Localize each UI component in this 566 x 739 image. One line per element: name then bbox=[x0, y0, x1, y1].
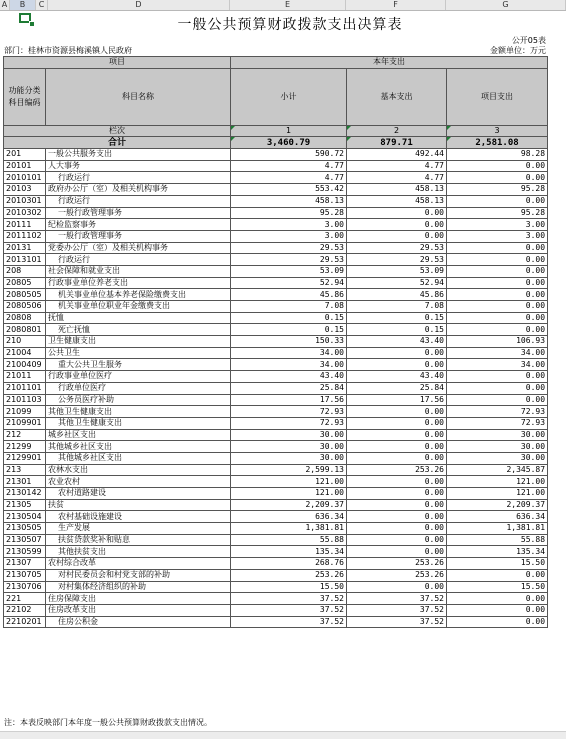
row-code[interactable]: 22102 bbox=[4, 604, 46, 616]
row-project[interactable]: 95.28 bbox=[447, 184, 548, 196]
table-row bbox=[4, 569, 548, 581]
row-subtotal[interactable]: 4.77 bbox=[231, 160, 347, 172]
row-subtotal[interactable]: 34.00 bbox=[231, 359, 347, 371]
row-name[interactable]: 一般行政管理事务 bbox=[46, 207, 231, 219]
row-project[interactable]: 636.34 bbox=[447, 511, 548, 523]
row-subtotal[interactable]: 37.52 bbox=[231, 604, 347, 616]
row-code[interactable]: 2130504 bbox=[4, 511, 46, 523]
header-subtotal[interactable]: 小计 bbox=[231, 68, 347, 125]
table-row bbox=[4, 499, 548, 511]
row-project[interactable]: 98.28 bbox=[447, 149, 548, 161]
table-row bbox=[4, 534, 548, 546]
header-row-index bbox=[4, 125, 548, 137]
row-code[interactable]: 20103 bbox=[4, 184, 46, 196]
row-name[interactable]: 对村民委员会和村党支部的补助 bbox=[46, 569, 231, 581]
row-subtotal[interactable]: 53.09 bbox=[231, 265, 347, 277]
row-subtotal[interactable]: 72.93 bbox=[231, 406, 347, 418]
table-row bbox=[4, 312, 548, 324]
total-basic[interactable]: 879.71 bbox=[347, 137, 447, 149]
row-subtotal[interactable]: 253.26 bbox=[231, 569, 347, 581]
row-name[interactable]: 纪检监察事务 bbox=[46, 219, 231, 231]
header-row-top bbox=[4, 57, 548, 69]
row-basic[interactable]: 0.15 bbox=[347, 312, 447, 324]
row-project[interactable]: 30.00 bbox=[447, 429, 548, 441]
row-subtotal[interactable]: 25.84 bbox=[231, 382, 347, 394]
table-row bbox=[4, 382, 548, 394]
row-project[interactable]: 0.00 bbox=[447, 301, 548, 313]
table-row bbox=[4, 488, 548, 500]
row-name[interactable]: 行政运行 bbox=[46, 254, 231, 266]
row-name[interactable]: 农林水支出 bbox=[46, 464, 231, 476]
row-project[interactable]: 0.00 bbox=[447, 160, 548, 172]
row-project[interactable]: 2,209.37 bbox=[447, 499, 548, 511]
row-basic[interactable]: 0.00 bbox=[347, 219, 447, 231]
row-name[interactable]: 卫生健康支出 bbox=[46, 336, 231, 348]
column-header-f[interactable]: F bbox=[346, 0, 446, 10]
table-row bbox=[4, 324, 548, 336]
row-subtotal[interactable]: 37.52 bbox=[231, 593, 347, 605]
row-name[interactable]: 扶贫 bbox=[46, 499, 231, 511]
row-name[interactable]: 行政事业单位医疗 bbox=[46, 371, 231, 383]
row-basic[interactable]: 43.40 bbox=[347, 371, 447, 383]
row-project[interactable]: 0.00 bbox=[447, 289, 548, 301]
row-code[interactable]: 21299 bbox=[4, 441, 46, 453]
row-name[interactable]: 政府办公厅（室）及相关机构事务 bbox=[46, 184, 231, 196]
row-name[interactable]: 住房改革支出 bbox=[46, 604, 231, 616]
table-row bbox=[4, 558, 548, 570]
row-subtotal[interactable]: 636.34 bbox=[231, 511, 347, 523]
row-subtotal[interactable]: 17.56 bbox=[231, 394, 347, 406]
row-name[interactable]: 城乡社区支出 bbox=[46, 429, 231, 441]
row-subtotal[interactable]: 2,599.13 bbox=[231, 464, 347, 476]
row-name[interactable]: 其他城乡社区支出 bbox=[46, 441, 231, 453]
row-subtotal[interactable]: 52.94 bbox=[231, 277, 347, 289]
row-code[interactable]: 208 bbox=[4, 265, 46, 277]
row-basic[interactable]: 29.53 bbox=[347, 242, 447, 254]
row-project[interactable]: 3.00 bbox=[447, 219, 548, 231]
row-project[interactable]: 0.00 bbox=[447, 569, 548, 581]
table-row bbox=[4, 289, 548, 301]
expenditure-table bbox=[3, 56, 548, 628]
row-name[interactable]: 公共卫生 bbox=[46, 347, 231, 359]
row-project[interactable]: 0.00 bbox=[447, 265, 548, 277]
row-basic[interactable]: 0.00 bbox=[347, 406, 447, 418]
row-name[interactable]: 一般公共服务支出 bbox=[46, 149, 231, 161]
row-name[interactable]: 抚恤 bbox=[46, 312, 231, 324]
row-subtotal[interactable]: 95.28 bbox=[231, 207, 347, 219]
table-row bbox=[4, 394, 548, 406]
row-basic[interactable]: 492.44 bbox=[347, 149, 447, 161]
row-basic[interactable]: 52.94 bbox=[347, 277, 447, 289]
footnote[interactable]: 注：本表反映部门本年度一般公共预算财政拨款支出情况。 bbox=[4, 718, 212, 727]
table-row bbox=[4, 429, 548, 441]
table-row bbox=[4, 184, 548, 196]
column-header-bar bbox=[0, 0, 566, 11]
table-row bbox=[4, 254, 548, 266]
row-code[interactable]: 21305 bbox=[4, 499, 46, 511]
row-project[interactable]: 30.00 bbox=[447, 452, 548, 464]
row-project[interactable]: 95.28 bbox=[447, 207, 548, 219]
row-name[interactable]: 重大公共卫生服务 bbox=[46, 359, 231, 371]
row-name[interactable]: 行政事业单位养老支出 bbox=[46, 277, 231, 289]
header-project[interactable]: 项目支出 bbox=[447, 68, 548, 125]
table-row bbox=[4, 452, 548, 464]
row-code[interactable]: 210 bbox=[4, 336, 46, 348]
row-basic[interactable]: 17.56 bbox=[347, 394, 447, 406]
row-name[interactable]: 其他卫生健康支出 bbox=[46, 417, 231, 429]
row-project[interactable]: 0.00 bbox=[447, 172, 548, 184]
row-basic[interactable]: 0.00 bbox=[347, 581, 447, 593]
table-row bbox=[4, 581, 548, 593]
header-row-main bbox=[4, 68, 548, 125]
row-code[interactable]: 2010101 bbox=[4, 172, 46, 184]
row-code[interactable]: 221 bbox=[4, 593, 46, 605]
row-subtotal[interactable]: 553.42 bbox=[231, 184, 347, 196]
row-code[interactable]: 2100409 bbox=[4, 359, 46, 371]
row-subtotal[interactable]: 30.00 bbox=[231, 429, 347, 441]
row-name[interactable]: 其他城乡社区支出 bbox=[46, 452, 231, 464]
row-basic[interactable]: 4.77 bbox=[347, 160, 447, 172]
row-subtotal[interactable]: 30.00 bbox=[231, 452, 347, 464]
row-code[interactable]: 21011 bbox=[4, 371, 46, 383]
row-basic[interactable]: 253.26 bbox=[347, 569, 447, 581]
table-row bbox=[4, 523, 548, 535]
row-name[interactable]: 机关事业单位职业年金缴费支出 bbox=[46, 301, 231, 313]
row-basic[interactable]: 0.00 bbox=[347, 417, 447, 429]
row-project[interactable]: 2,345.87 bbox=[447, 464, 548, 476]
row-code[interactable]: 20101 bbox=[4, 160, 46, 172]
row-code[interactable]: 2130505 bbox=[4, 523, 46, 535]
column-header-b[interactable]: B bbox=[10, 0, 36, 10]
table-row bbox=[4, 149, 548, 161]
row-subtotal[interactable]: 1,381.81 bbox=[231, 523, 347, 535]
row-code[interactable]: 201 bbox=[4, 149, 46, 161]
row-subtotal[interactable]: 29.53 bbox=[231, 254, 347, 266]
row-subtotal[interactable]: 72.93 bbox=[231, 417, 347, 429]
header-col3[interactable]: 3 bbox=[447, 125, 548, 137]
table-row bbox=[4, 476, 548, 488]
row-project[interactable]: 0.00 bbox=[447, 312, 548, 324]
row-subtotal[interactable]: 29.53 bbox=[231, 242, 347, 254]
total-project[interactable]: 2,581.08 bbox=[447, 137, 548, 149]
sheet-title[interactable]: 一般公共预算财政拨款支出决算表 bbox=[177, 17, 403, 33]
row-name[interactable]: 对村集体经济组织的补助 bbox=[46, 581, 231, 593]
row-name[interactable]: 人大事务 bbox=[46, 160, 231, 172]
row-code[interactable]: 2210201 bbox=[4, 616, 46, 628]
table-row bbox=[4, 277, 548, 289]
row-basic[interactable]: 29.53 bbox=[347, 254, 447, 266]
row-project[interactable]: 0.00 bbox=[447, 371, 548, 383]
row-name[interactable]: 农村道路建设 bbox=[46, 488, 231, 500]
column-header-a[interactable]: A bbox=[0, 0, 10, 10]
row-project[interactable]: 0.00 bbox=[447, 254, 548, 266]
table-row bbox=[4, 347, 548, 359]
row-basic[interactable]: 25.84 bbox=[347, 382, 447, 394]
row-basic[interactable]: 0.00 bbox=[347, 523, 447, 535]
row-code[interactable]: 21301 bbox=[4, 476, 46, 488]
table-row bbox=[4, 616, 548, 628]
row-code[interactable]: 2101103 bbox=[4, 394, 46, 406]
row-code[interactable]: 2130706 bbox=[4, 581, 46, 593]
fill-handle[interactable] bbox=[29, 21, 35, 27]
header-basic[interactable]: 基本支出 bbox=[347, 68, 447, 125]
table-row bbox=[4, 301, 548, 313]
table-row bbox=[4, 219, 548, 231]
row-project[interactable]: 15.50 bbox=[447, 581, 548, 593]
row-name[interactable]: 生产发展 bbox=[46, 523, 231, 535]
row-subtotal[interactable]: 0.15 bbox=[231, 324, 347, 336]
header-col1[interactable]: 1 bbox=[231, 125, 347, 137]
row-name[interactable]: 农村综合改革 bbox=[46, 558, 231, 570]
row-basic[interactable]: 4.77 bbox=[347, 172, 447, 184]
row-project[interactable]: 121.00 bbox=[447, 488, 548, 500]
row-code[interactable]: 2130142 bbox=[4, 488, 46, 500]
form-number[interactable]: 公开05表 bbox=[511, 36, 546, 45]
row-code[interactable]: 2101101 bbox=[4, 382, 46, 394]
row-basic[interactable]: 0.00 bbox=[347, 511, 447, 523]
row-name[interactable]: 机关事业单位基本养老保险缴费支出 bbox=[46, 289, 231, 301]
row-name[interactable]: 一般行政管理事务 bbox=[46, 230, 231, 242]
row-project[interactable]: 55.88 bbox=[447, 534, 548, 546]
row-name[interactable]: 住房保障支出 bbox=[46, 593, 231, 605]
row-project[interactable]: 135.34 bbox=[447, 546, 548, 558]
header-rowlabel[interactable]: 栏次 bbox=[4, 125, 231, 137]
column-header-g[interactable]: G bbox=[446, 0, 566, 10]
row-subtotal[interactable]: 0.15 bbox=[231, 312, 347, 324]
row-code[interactable]: 2129901 bbox=[4, 452, 46, 464]
row-code[interactable]: 21307 bbox=[4, 558, 46, 570]
row-name[interactable]: 其他卫生健康支出 bbox=[46, 406, 231, 418]
row-basic[interactable]: 0.00 bbox=[347, 441, 447, 453]
table-row bbox=[4, 230, 548, 242]
row-subtotal[interactable]: 121.00 bbox=[231, 488, 347, 500]
row-subtotal[interactable]: 15.50 bbox=[231, 581, 347, 593]
row-subtotal[interactable]: 2,209.37 bbox=[231, 499, 347, 511]
row-name[interactable]: 农业农村 bbox=[46, 476, 231, 488]
row-basic[interactable]: 53.09 bbox=[347, 265, 447, 277]
row-project[interactable]: 15.50 bbox=[447, 558, 548, 570]
table-row bbox=[4, 417, 548, 429]
row-code[interactable]: 2080506 bbox=[4, 301, 46, 313]
row-name[interactable]: 住房公积金 bbox=[46, 616, 231, 628]
column-header-c[interactable]: C bbox=[36, 0, 48, 10]
row-basic[interactable]: 0.15 bbox=[347, 324, 447, 336]
row-code[interactable]: 2109901 bbox=[4, 417, 46, 429]
table-row bbox=[4, 359, 548, 371]
row-code[interactable]: 2013101 bbox=[4, 254, 46, 266]
table-row bbox=[4, 242, 548, 254]
row-basic[interactable]: 37.52 bbox=[347, 604, 447, 616]
table-row bbox=[4, 371, 548, 383]
row-basic[interactable]: 0.00 bbox=[347, 488, 447, 500]
row-code[interactable]: 2080505 bbox=[4, 289, 46, 301]
row-basic[interactable]: 45.86 bbox=[347, 289, 447, 301]
row-subtotal[interactable]: 121.00 bbox=[231, 476, 347, 488]
row-name[interactable]: 死亡抚恤 bbox=[46, 324, 231, 336]
row-code[interactable]: 20808 bbox=[4, 312, 46, 324]
row-project[interactable]: 1,381.81 bbox=[447, 523, 548, 535]
row-basic[interactable]: 0.00 bbox=[347, 534, 447, 546]
table-row bbox=[4, 464, 548, 476]
table-row bbox=[4, 604, 548, 616]
table-row bbox=[4, 265, 548, 277]
row-project[interactable]: 0.00 bbox=[447, 324, 548, 336]
row-basic[interactable]: 253.26 bbox=[347, 558, 447, 570]
row-name[interactable]: 行政单位医疗 bbox=[46, 382, 231, 394]
row-code[interactable]: 2130507 bbox=[4, 534, 46, 546]
row-basic[interactable]: 0.00 bbox=[347, 452, 447, 464]
row-project[interactable]: 34.00 bbox=[447, 359, 548, 371]
row-project[interactable]: 0.00 bbox=[447, 382, 548, 394]
row-basic[interactable]: 0.00 bbox=[347, 207, 447, 219]
row-code[interactable]: 21099 bbox=[4, 406, 46, 418]
row-subtotal[interactable]: 135.34 bbox=[231, 546, 347, 558]
table-row bbox=[4, 406, 548, 418]
row-basic[interactable]: 7.08 bbox=[347, 301, 447, 313]
table-row bbox=[4, 441, 548, 453]
header-item[interactable]: 项目 bbox=[4, 57, 231, 69]
row-subtotal[interactable]: 458.13 bbox=[231, 195, 347, 207]
row-basic[interactable]: 253.26 bbox=[347, 464, 447, 476]
row-basic[interactable]: 458.13 bbox=[347, 184, 447, 196]
row-code[interactable]: 21004 bbox=[4, 347, 46, 359]
total-row bbox=[4, 137, 548, 149]
header-code[interactable]: 功能分类科目编码 bbox=[4, 68, 46, 125]
unit-label[interactable]: 金额单位：万元 bbox=[490, 46, 546, 55]
row-code[interactable]: 212 bbox=[4, 429, 46, 441]
row-project[interactable]: 72.93 bbox=[447, 406, 548, 418]
row-subtotal[interactable]: 45.86 bbox=[231, 289, 347, 301]
row-project[interactable]: 0.00 bbox=[447, 195, 548, 207]
row-code[interactable]: 2011102 bbox=[4, 230, 46, 242]
row-project[interactable]: 0.00 bbox=[447, 616, 548, 628]
row-subtotal[interactable]: 3.00 bbox=[231, 230, 347, 242]
row-subtotal[interactable]: 3.00 bbox=[231, 219, 347, 231]
row-project[interactable]: 106.93 bbox=[447, 336, 548, 348]
table-row bbox=[4, 511, 548, 523]
row-name[interactable]: 农村基础设施建设 bbox=[46, 511, 231, 523]
row-subtotal[interactable]: 43.40 bbox=[231, 371, 347, 383]
row-subtotal[interactable]: 268.76 bbox=[231, 558, 347, 570]
table-row bbox=[4, 336, 548, 348]
department-label[interactable]: 部门：桂林市资源县梅溪镇人民政府 bbox=[4, 46, 132, 55]
row-basic[interactable]: 0.00 bbox=[347, 359, 447, 371]
row-name[interactable]: 公务员医疗补助 bbox=[46, 394, 231, 406]
row-code[interactable]: 20805 bbox=[4, 277, 46, 289]
table-row bbox=[4, 546, 548, 558]
row-project[interactable]: 3.00 bbox=[447, 230, 548, 242]
row-subtotal[interactable]: 150.33 bbox=[231, 336, 347, 348]
row-project[interactable]: 34.00 bbox=[447, 347, 548, 359]
column-header-d[interactable]: D bbox=[48, 0, 230, 10]
header-col2[interactable]: 2 bbox=[347, 125, 447, 137]
row-basic[interactable]: 0.00 bbox=[347, 230, 447, 242]
row-project[interactable]: 0.00 bbox=[447, 593, 548, 605]
row-name[interactable]: 党委办公厅（室）及相关机构事务 bbox=[46, 242, 231, 254]
row-code[interactable]: 2010302 bbox=[4, 207, 46, 219]
row-name[interactable]: 其他扶贫支出 bbox=[46, 546, 231, 558]
row-project[interactable]: 0.00 bbox=[447, 242, 548, 254]
table-row bbox=[4, 172, 548, 184]
row-project[interactable]: 30.00 bbox=[447, 441, 548, 453]
row-basic[interactable]: 0.00 bbox=[347, 499, 447, 511]
total-subtotal[interactable]: 3,460.79 bbox=[231, 137, 347, 149]
row-subtotal[interactable]: 55.88 bbox=[231, 534, 347, 546]
row-basic[interactable]: 0.00 bbox=[347, 476, 447, 488]
header-current-year[interactable]: 本年支出 bbox=[231, 57, 548, 69]
row-project[interactable]: 0.00 bbox=[447, 277, 548, 289]
column-header-e[interactable]: E bbox=[230, 0, 346, 10]
table-row bbox=[4, 195, 548, 207]
row-name[interactable]: 社会保障和就业支出 bbox=[46, 265, 231, 277]
row-project[interactable]: 72.93 bbox=[447, 417, 548, 429]
row-project[interactable]: 121.00 bbox=[447, 476, 548, 488]
row-basic[interactable]: 43.40 bbox=[347, 336, 447, 348]
row-basic[interactable]: 37.52 bbox=[347, 616, 447, 628]
row-subtotal[interactable]: 37.52 bbox=[231, 616, 347, 628]
row-basic[interactable]: 458.13 bbox=[347, 195, 447, 207]
row-subtotal[interactable]: 30.00 bbox=[231, 441, 347, 453]
row-name[interactable]: 行政运行 bbox=[46, 172, 231, 184]
row-code[interactable]: 20111 bbox=[4, 219, 46, 231]
row-subtotal[interactable]: 34.00 bbox=[231, 347, 347, 359]
row-basic[interactable]: 0.00 bbox=[347, 347, 447, 359]
table-row bbox=[4, 160, 548, 172]
row-project[interactable]: 0.00 bbox=[447, 394, 548, 406]
row-basic[interactable]: 0.00 bbox=[347, 546, 447, 558]
header-name[interactable]: 科目名称 bbox=[46, 68, 231, 125]
row-code[interactable]: 2130705 bbox=[4, 569, 46, 581]
row-project[interactable]: 0.00 bbox=[447, 604, 548, 616]
row-name[interactable]: 扶贫贷款奖补和贴息 bbox=[46, 534, 231, 546]
row-subtotal[interactable]: 7.08 bbox=[231, 301, 347, 313]
row-code[interactable]: 213 bbox=[4, 464, 46, 476]
row-code[interactable]: 2130599 bbox=[4, 546, 46, 558]
row-code[interactable]: 20131 bbox=[4, 242, 46, 254]
total-label[interactable]: 合计 bbox=[4, 137, 231, 149]
row-code[interactable]: 2080801 bbox=[4, 324, 46, 336]
table-row bbox=[4, 593, 548, 605]
table-row bbox=[4, 207, 548, 219]
row-code[interactable]: 2010301 bbox=[4, 195, 46, 207]
row-name[interactable]: 行政运行 bbox=[46, 195, 231, 207]
row-subtotal[interactable]: 4.77 bbox=[231, 172, 347, 184]
row-basic[interactable]: 37.52 bbox=[347, 593, 447, 605]
row-basic[interactable]: 0.00 bbox=[347, 429, 447, 441]
row-subtotal[interactable]: 590.72 bbox=[231, 149, 347, 161]
